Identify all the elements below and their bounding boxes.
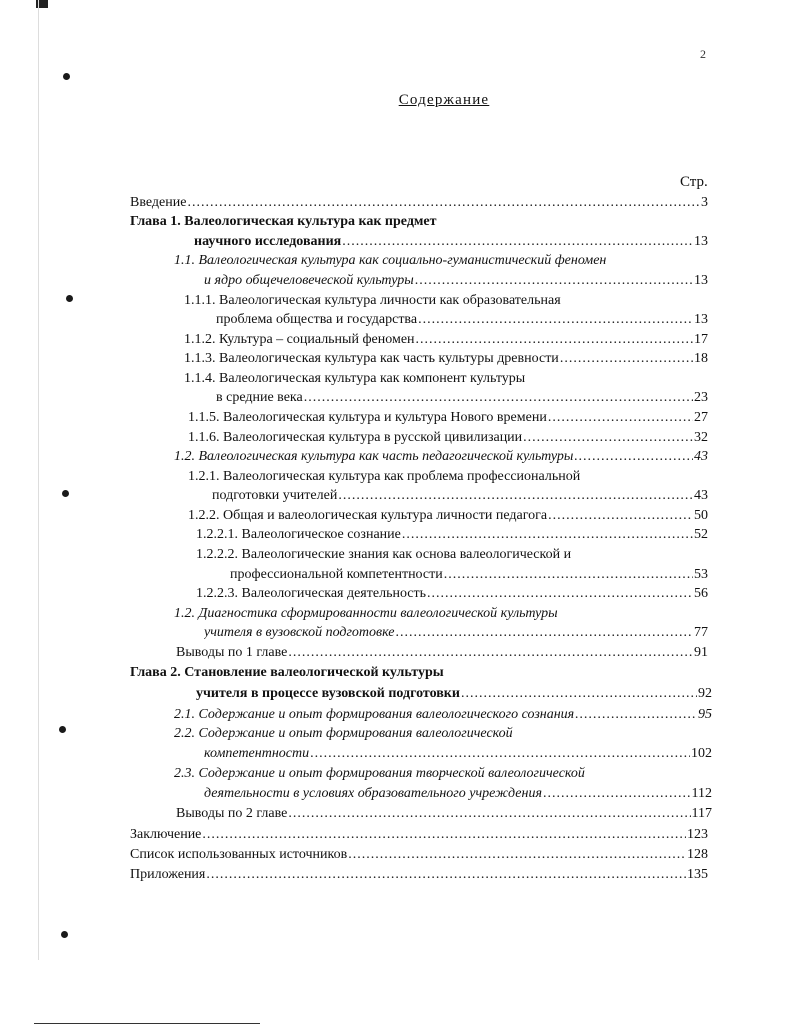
toc-entry-page: 13 xyxy=(694,273,708,288)
toc-entry-text: Выводы по 1 главе xyxy=(176,645,288,660)
toc-entry-page: 112 xyxy=(691,786,712,801)
leader-dots xyxy=(548,408,693,427)
toc-entry-page: 117 xyxy=(691,806,712,821)
page-column-label: Стр. xyxy=(680,174,708,190)
toc-entry-page: 18 xyxy=(694,351,708,366)
leader-dots xyxy=(310,744,690,763)
toc-entry-text: 1.2.1. Валеологическая культура как проблема профессиональной xyxy=(188,469,581,484)
toc-entry-text: 1.1.4. Валеологическая культура как компонент культуры xyxy=(184,371,526,386)
leader-dots xyxy=(574,447,693,466)
toc-section-2-3-cont[interactable] xyxy=(204,784,712,803)
toc-entry-text: подготовки учителей xyxy=(212,488,338,503)
toc-entry-page: 13 xyxy=(694,312,708,327)
toc-entry-page: 56 xyxy=(694,586,708,601)
leader-dots xyxy=(575,705,697,724)
toc-entry-text: научного исследования xyxy=(194,234,342,249)
leader-dots xyxy=(427,584,693,603)
toc-entry-appendix[interactable] xyxy=(130,865,708,884)
toc-entry-text: учителя в процессе вузовской подготовки xyxy=(196,686,460,701)
toc-entry-text: Глава 2. Становление валеологической культуры xyxy=(130,665,444,680)
toc-section-1-1-1-cont[interactable] xyxy=(216,310,708,329)
toc-entry-text: профессиональной компетентности xyxy=(230,567,443,582)
toc-entry-text: проблема общества и государства xyxy=(216,312,418,327)
toc-section-1-1-4[interactable] xyxy=(184,369,708,388)
toc-conclusions-chapter-2[interactable] xyxy=(176,804,712,823)
toc-chapter-2-heading-cont[interactable] xyxy=(196,684,712,703)
toc-entry-text: деятельности в условиях образовательного учреждения xyxy=(204,786,542,801)
toc-entry-text: учителя в вузовской подготовке xyxy=(204,625,395,640)
toc-entry-page: 52 xyxy=(694,527,708,542)
toc-section-1-1-cont[interactable] xyxy=(204,271,708,290)
toc-entry-page: 27 xyxy=(694,410,708,425)
toc-section-1-2-1[interactable] xyxy=(188,467,708,486)
leader-dots xyxy=(560,349,693,368)
page-number: 2 xyxy=(700,47,706,61)
toc-entry-text: 1.2.2.2. Валеологические знания как основа валеологической и xyxy=(196,547,572,562)
toc-section-1-2-2[interactable] xyxy=(188,506,708,525)
toc-entry-text: Выводы по 2 главе xyxy=(176,806,288,821)
toc-entry-text: 1.2. Валеологическая культура как часть педагогической культуры xyxy=(174,449,574,464)
toc-entry-page: 53 xyxy=(694,567,708,582)
leader-dots xyxy=(304,388,693,407)
leader-dots xyxy=(548,506,693,525)
leader-dots xyxy=(206,865,686,884)
toc-entry-page: 13 xyxy=(694,234,708,249)
toc-entry-text: 2.2. Содержание и опыт формирования валеологической xyxy=(174,726,513,741)
toc-section-1-1-4-cont[interactable] xyxy=(216,388,708,407)
toc-section-1-2-2-2[interactable] xyxy=(196,545,708,564)
toc-entry-page: 50 xyxy=(694,508,708,523)
leader-dots xyxy=(348,845,686,864)
toc-conclusions-chapter-1[interactable] xyxy=(176,643,708,662)
toc-entry-introduction[interactable] xyxy=(130,193,708,212)
toc-entry-page: 92 xyxy=(698,686,712,701)
leader-dots xyxy=(187,193,700,212)
toc-entry-page: 32 xyxy=(694,430,708,445)
toc-section-1-1-3[interactable] xyxy=(184,349,708,368)
leader-dots xyxy=(338,486,693,505)
toc-entry-page: 102 xyxy=(691,746,712,761)
toc-entry-page: 128 xyxy=(687,847,708,862)
toc-entry-text: Глава 1. Валеологическая культура как предмет xyxy=(130,214,437,229)
toc-entry-text: 1.1. Валеологическая культура как социально-гуманистический феномен xyxy=(174,253,607,268)
toc-section-1-1-5[interactable] xyxy=(188,408,708,427)
leader-dots xyxy=(288,643,693,662)
toc-section-2-2-cont[interactable] xyxy=(204,744,712,763)
toc-section-1-2[interactable] xyxy=(174,447,708,466)
toc-entry-page: 135 xyxy=(687,867,708,882)
toc-entry-conclusion[interactable] xyxy=(130,825,708,844)
toc-chapter-1-heading[interactable] xyxy=(130,212,708,231)
toc-entry-text: 1.1.5. Валеологическая культура и культура Нового времени xyxy=(188,410,547,425)
leader-dots xyxy=(415,271,693,290)
toc-entry-references[interactable] xyxy=(130,845,708,864)
toc-entry-text: 1.2.2.3. Валеологическая деятельность xyxy=(196,586,427,601)
toc-section-1-1-6[interactable] xyxy=(188,428,708,447)
toc-entry-text: 2.3. Содержание и опыт формирования творческой валеологической xyxy=(174,766,585,781)
leader-dots xyxy=(202,825,686,844)
toc-section-1-2-2-2-cont[interactable] xyxy=(230,565,708,584)
toc-entry-text: Список использованных источников xyxy=(130,847,348,862)
leader-dots xyxy=(523,428,693,447)
page-title: Содержание xyxy=(398,92,490,108)
toc-entry-text: 2.1. Содержание и опыт формирования валеологического сознания xyxy=(174,707,575,722)
toc-entry-page: 23 xyxy=(694,390,708,405)
leader-dots xyxy=(396,623,693,642)
toc-entry-text: 1.1.6. Валеологическая культура в русской цивилизации xyxy=(188,430,523,445)
toc-entry-page: 43 xyxy=(694,449,708,464)
toc-section-diagnostics[interactable] xyxy=(174,604,708,623)
toc-entry-text: Приложения xyxy=(130,867,206,882)
toc-entry-text: 1.1.2. Культура – социальный феномен xyxy=(184,332,415,347)
toc-entry-text: Заключение xyxy=(130,827,202,842)
toc-entry-page: 17 xyxy=(694,332,708,347)
toc-section-2-3[interactable] xyxy=(174,764,712,783)
toc-entry-text: и ядро общечеловеческой культуры xyxy=(204,273,414,288)
toc-entry-page: 95 xyxy=(698,707,712,722)
leader-dots xyxy=(418,310,693,329)
leader-dots xyxy=(543,784,691,803)
toc-section-2-2[interactable] xyxy=(174,724,712,743)
toc-entry-page: 77 xyxy=(694,625,708,640)
toc-entry-text: в средние века xyxy=(216,390,303,405)
toc-section-diagnostics-cont[interactable] xyxy=(204,623,708,642)
toc-chapter-1-heading-cont[interactable] xyxy=(194,232,708,251)
leader-dots xyxy=(402,525,693,544)
toc-entry-text: 1.1.1. Валеологическая культура личности как образовательная xyxy=(184,293,561,308)
toc-section-1-2-2-1[interactable] xyxy=(196,525,708,544)
leader-dots xyxy=(288,804,690,823)
toc-section-1-2-1-cont[interactable] xyxy=(212,486,708,505)
toc-entry-text: Введение xyxy=(130,195,187,210)
toc-entry-text: 1.2. Диагностика сформированности валеологической культуры xyxy=(174,606,558,621)
leader-dots xyxy=(444,565,693,584)
toc-entry-text: 1.2.2. Общая и валеологическая культура личности педагога xyxy=(188,508,548,523)
toc-section-2-1[interactable] xyxy=(174,705,712,724)
toc-section-1-2-2-3[interactable] xyxy=(196,584,708,603)
toc-entry-page: 123 xyxy=(687,827,708,842)
toc-section-1-1-2[interactable] xyxy=(184,330,708,349)
toc-section-1-1-1[interactable] xyxy=(184,291,708,310)
toc-entry-page: 3 xyxy=(701,195,708,210)
leader-dots xyxy=(342,232,693,251)
toc-entry-page: 91 xyxy=(694,645,708,660)
toc-entry-text: 1.1.3. Валеологическая культура как часть культуры древности xyxy=(184,351,559,366)
toc-chapter-2-heading[interactable] xyxy=(130,663,708,682)
toc-entry-text: 1.2.2.1. Валеологическое сознание xyxy=(196,527,401,542)
toc-section-1-1[interactable] xyxy=(174,251,708,270)
footnote-rule xyxy=(34,1023,260,1024)
leader-dots xyxy=(416,330,693,349)
toc-entry-text: компетентности xyxy=(204,746,310,761)
toc-entry-page: 43 xyxy=(694,488,708,503)
leader-dots xyxy=(461,684,697,703)
